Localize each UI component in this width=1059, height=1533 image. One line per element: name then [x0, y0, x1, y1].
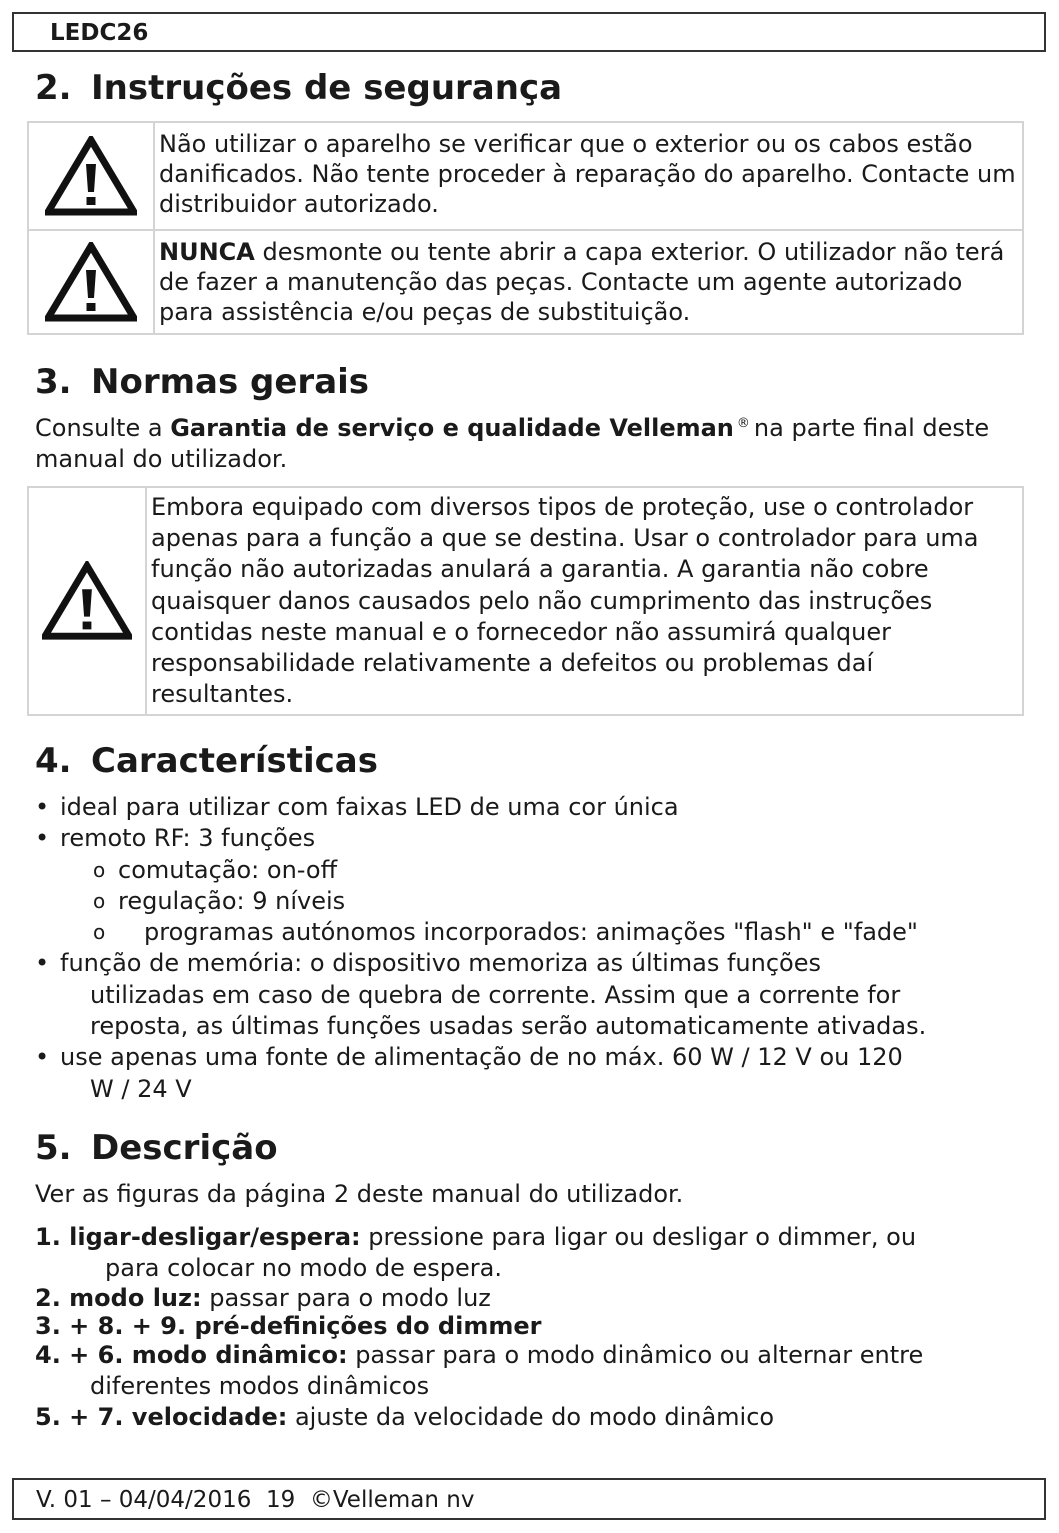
list-item: 3. + 8. + 9. pré-definições do dimmer	[35, 1312, 542, 1340]
section-title-features: 4. Características	[35, 741, 378, 781]
section-title-description: 5. Descrição	[35, 1128, 278, 1168]
section-title-safety: 2. Instruções de segurança	[35, 68, 563, 108]
list-item: • função de memória: o dispositivo memoriza as últimas funções utilizadas em caso de quebra de corrente. Assim que a corrente for reposta, as últimas funções usadas serão automaticamente ativadas.	[35, 949, 927, 1041]
warning-row	[29, 488, 1022, 714]
warning-row	[29, 123, 1022, 229]
general-intro: Consulte a Garantia de serviço e qualidade Velleman ® na parte final deste manual do utilizador.	[35, 414, 990, 473]
list-item: • use apenas uma fonte de alimentação de no máx. 60 W / 12 V ou 120 W / 24 V	[35, 1043, 903, 1103]
list-item: o programas autónomos incorporados: animações "flash" e "fade"	[93, 918, 918, 947]
general-warning-table	[27, 486, 1024, 716]
features-list	[35, 792, 1035, 1105]
footer-text: V. 01 – 04/04/2016 19 ©Velleman nv	[36, 1487, 475, 1513]
warning-triangle-icon	[29, 123, 155, 229]
list-item: 2. modo luz: passar para o modo luz	[35, 1284, 491, 1312]
description-list	[35, 1222, 1035, 1433]
warning-triangle-icon	[29, 488, 147, 714]
safety-warnings-table	[27, 121, 1024, 335]
warning-text: Não utilizar o aparelho se verificar que o exterior ou os cabos estão danificados. Não tente proceder à reparação do aparelho. Contacte um distribuidor autorizado.	[159, 130, 1016, 218]
list-item: o regulação: 9 níveis	[93, 886, 346, 915]
warning-text: Embora equipado com diversos tipos de proteção, use o controlador apenas para a função a que se destina. Usar o controlador para uma função não autorizadas anulará a garantia. A garantia não cobre quaisquer danos causados pelo não cumprimento das instruções contidas neste manual e o fornecedor não assumirá qualquer responsabilidade relativamente a defeitos ou problemas daí resultantes.	[151, 493, 979, 709]
list-item: 4. + 6. modo dinâmico: passar para o modo dinâmico ou alternar entre diferentes modos dinâmicos	[35, 1341, 924, 1400]
page-header	[12, 12, 1046, 52]
description-intro: Ver as figuras da página 2 deste manual do utilizador.	[35, 1180, 684, 1208]
remote-functions-list	[93, 855, 1035, 949]
list-item: 5. + 7. velocidade: ajuste da velocidade do modo dinâmico	[35, 1403, 775, 1431]
list-item: • ideal para utilizar com faixas LED de uma cor única	[35, 793, 679, 821]
section-title-general: 3. Normas gerais	[35, 362, 370, 402]
warranty-reference: Garantia de serviço e qualidade Velleman	[170, 414, 734, 442]
warning-row	[29, 229, 1022, 333]
list-item: 1. ligar-desligar/espera: pressione para ligar ou desligar o dimmer, ou para colocar no modo de espera.	[35, 1223, 917, 1282]
sub-list-container	[35, 855, 1035, 949]
list-item: o comutação: on-off	[93, 855, 338, 884]
list-item: • remoto RF: 3 funções	[35, 824, 316, 853]
model-label: LEDC26	[50, 20, 149, 46]
warning-text: NUNCA desmonte ou tente abrir a capa exterior. O utilizador não terá de fazer a manutenção das peças. Contacte um agente autorizado para assistência e/ou peças de substituição.	[159, 238, 1005, 326]
page-footer	[12, 1478, 1046, 1520]
warning-triangle-icon	[29, 231, 155, 333]
